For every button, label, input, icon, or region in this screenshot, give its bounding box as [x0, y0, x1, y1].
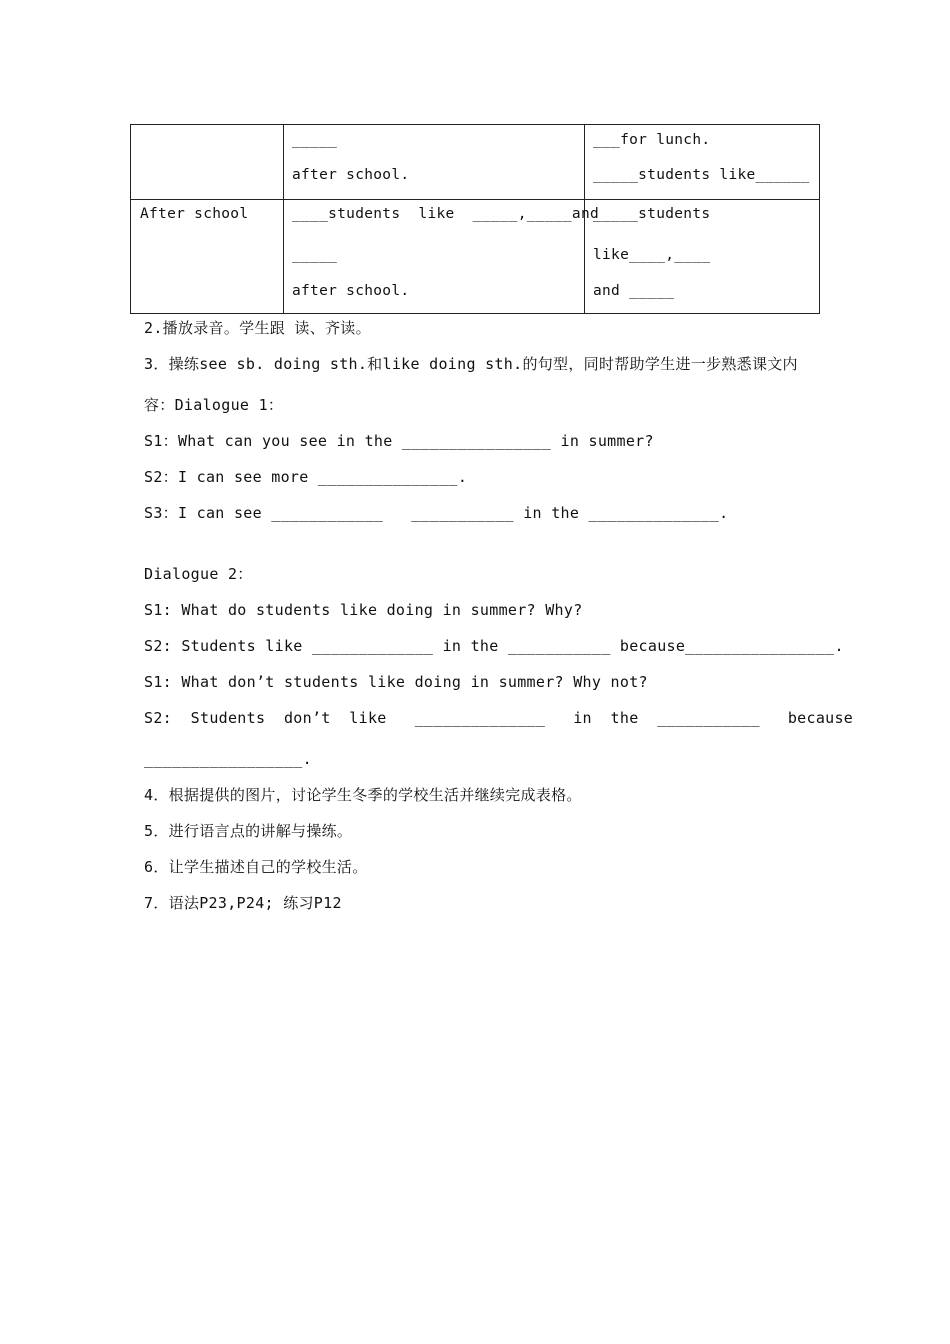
- step-5-text: 5．进行语言点的讲解与操练。: [144, 822, 353, 840]
- table-cell-text: ____students like _____,_____and: [292, 206, 600, 222]
- table-cell-text: like____,____: [593, 247, 711, 263]
- table-cell-text: _____: [292, 132, 338, 148]
- table-cell-text: and _____: [593, 283, 675, 299]
- dialogue-line: S2: Students don’t like ______________ in the ___________ because: [144, 709, 854, 727]
- dialogue-line: S2: Students like _____________ in the ___________ because________________.: [144, 637, 844, 655]
- table-cell-text: _____students: [593, 206, 711, 222]
- dialogue-1-heading: 容：Dialogue 1：: [144, 396, 284, 414]
- school-life-table: [130, 124, 820, 314]
- dialogue-line: _________________.: [144, 750, 312, 768]
- table-cell-text: _____students like______: [593, 167, 810, 183]
- table-row-header: After school: [140, 206, 249, 222]
- step-4-text: 4．根据提供的图片，讨论学生冬季的学校生活并继续完成表格。: [144, 786, 582, 804]
- table-divider: [131, 199, 819, 200]
- table-cell-text: after school.: [292, 167, 410, 183]
- table-cell-text: ___for lunch.: [593, 132, 711, 148]
- dialogue-line: S3：I can see ____________ ___________ in the ______________.: [144, 504, 729, 522]
- step-2-text: 2.播放录音。学生跟 读、齐读。: [144, 319, 371, 337]
- dialogue-line: S2：I can see more _______________.: [144, 468, 468, 486]
- table-cell-text: after school.: [292, 283, 410, 299]
- step-7-text: 7．语法P23,P24; 练习P12: [144, 894, 342, 912]
- dialogue-line: S1: What do students like doing in summer? Why?: [144, 601, 583, 619]
- dialogue-line: S1：What can you see in the ________________ in summer?: [144, 432, 654, 450]
- step-3-text: 3．操练see sb. doing sth.和like doing sth.的句型，同时帮助学生进一步熟悉课文内: [144, 355, 798, 373]
- table-divider: [283, 125, 284, 313]
- step-6-text: 6．让学生描述自己的学校生活。: [144, 858, 368, 876]
- dialogue-line: S1: What don’t students like doing in summer? Why not?: [144, 673, 648, 691]
- dialogue-2-heading: Dialogue 2：: [144, 565, 253, 583]
- table-cell-text: _____: [292, 247, 338, 263]
